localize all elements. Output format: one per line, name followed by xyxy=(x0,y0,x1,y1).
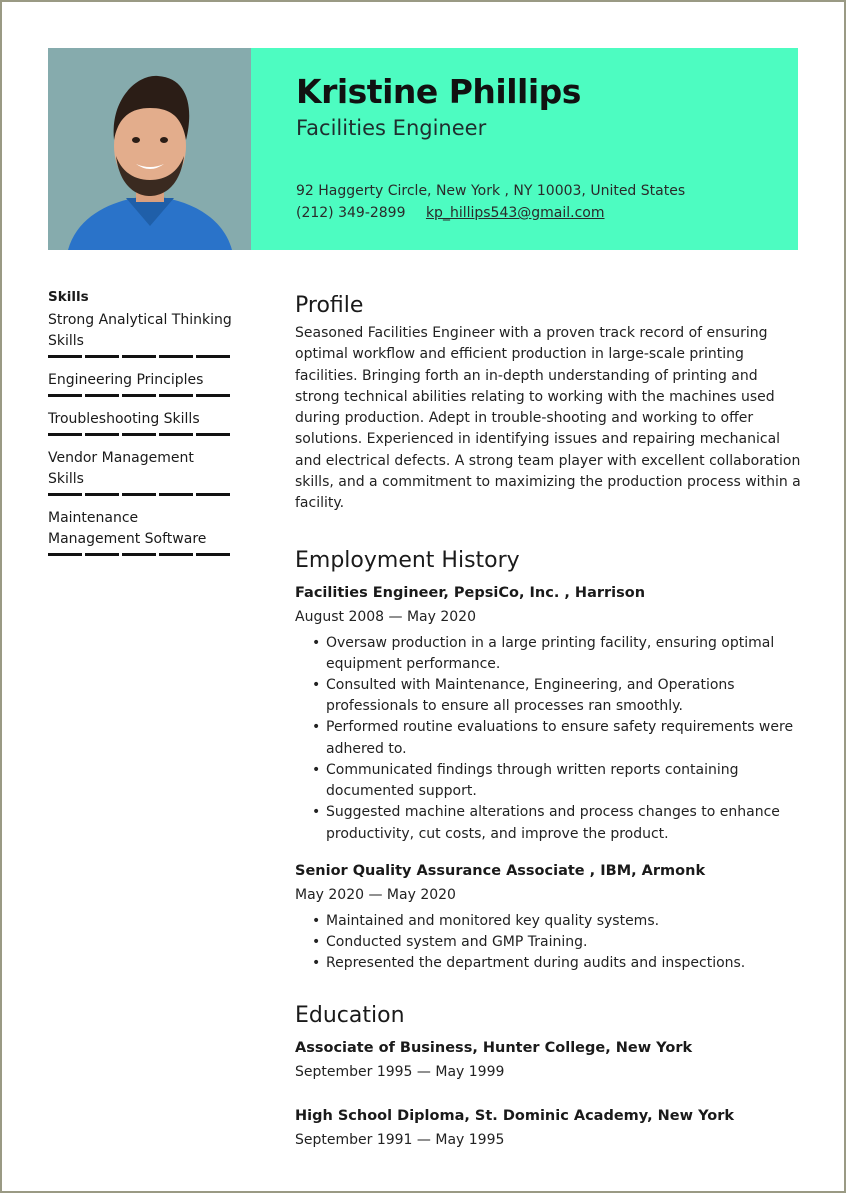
skill-level-segment xyxy=(48,553,82,556)
skill-level-segment xyxy=(48,433,82,436)
jobs-list xyxy=(295,581,801,975)
job-bullet: • Suggested machine alterations and process changes to enhance productivity, cut costs, and improve the product. xyxy=(326,802,801,844)
skill-level-segment xyxy=(122,493,156,496)
skill-level-segment xyxy=(122,433,156,436)
main-content xyxy=(295,290,801,1152)
skill-item xyxy=(48,310,232,358)
skill-level-bar xyxy=(48,433,232,436)
skill-level-bar xyxy=(48,493,232,496)
skill-level-bar xyxy=(48,394,232,397)
skill-level-segment xyxy=(122,355,156,358)
skill-level-segment xyxy=(196,433,230,436)
skill-level-segment xyxy=(122,553,156,556)
phone: (212) 349-2899 xyxy=(296,205,406,221)
skill-level-segment xyxy=(159,493,193,496)
email-link[interactable]: kp_hillips543@gmail.com xyxy=(425,205,605,221)
job-bullet: • Maintained and monitored key quality systems. xyxy=(326,911,801,932)
skill-level-bar xyxy=(48,355,232,358)
skill-level-segment xyxy=(85,493,119,496)
skill-level-segment xyxy=(85,355,119,358)
job-title: Senior Quality Assurance Associate , IBM, Armonk xyxy=(295,862,706,879)
job-bullets xyxy=(295,911,801,975)
address: 92 Haggerty Circle, New York , NY 10003, United States xyxy=(296,183,686,199)
job-title: Facilities Engineer, PepsiCo, Inc. , Harrison xyxy=(295,584,646,601)
skill-item xyxy=(48,448,232,496)
job-bullet: • Performed routine evaluations to ensure safety requirements were adhered to. xyxy=(326,717,801,759)
education-dates: September 1995 — May 1999 xyxy=(295,1064,505,1081)
skill-name: Strong Analytical Thinking Skills xyxy=(48,312,232,349)
job-bullet: • Consulted with Maintenance, Engineering, and Operations professionals to ensure all processes ran smoothly. xyxy=(326,675,801,717)
skill-name: Maintenance Management Software xyxy=(48,510,207,547)
skill-level-bar xyxy=(48,553,232,556)
skill-level-segment xyxy=(196,493,230,496)
skill-level-segment xyxy=(196,355,230,358)
education-title: High School Diploma, St. Dominic Academy, New York xyxy=(295,1108,735,1125)
skill-level-segment xyxy=(196,394,230,397)
candidate-job-title: Facilities Engineer xyxy=(296,116,487,140)
skills-sidebar xyxy=(48,289,232,568)
profile-heading: Profile xyxy=(295,293,364,318)
skill-item xyxy=(48,409,232,436)
education-list xyxy=(295,1036,801,1152)
resume-header xyxy=(48,48,798,250)
skill-level-segment xyxy=(85,553,119,556)
skills-heading: Skills xyxy=(48,289,89,305)
skill-level-segment xyxy=(159,355,193,358)
skill-item xyxy=(48,508,232,556)
skill-level-segment xyxy=(48,355,82,358)
job-bullet: • Conducted system and GMP Training. xyxy=(326,932,801,953)
skill-level-segment xyxy=(85,433,119,436)
skill-level-segment xyxy=(159,553,193,556)
skill-level-segment xyxy=(85,394,119,397)
job-dates: May 2020 — May 2020 xyxy=(295,886,456,903)
education-entry xyxy=(295,1104,801,1152)
skill-level-segment xyxy=(159,433,193,436)
job-bullet: • Oversaw production in a large printing facility, ensuring optimal equipment performance. xyxy=(326,633,801,675)
job-bullet: • Communicated findings through written reports containing documented support. xyxy=(326,760,801,802)
job-entry xyxy=(295,859,801,975)
education-dates: September 1991 — May 1995 xyxy=(295,1132,505,1149)
skills-list xyxy=(48,310,232,556)
job-bullet: • Represented the department during audits and inspections. xyxy=(326,953,801,974)
education-title: Associate of Business, Hunter College, New York xyxy=(295,1040,693,1057)
job-entry xyxy=(295,581,801,845)
skill-name: Troubleshooting Skills xyxy=(48,411,200,427)
skill-level-segment xyxy=(196,553,230,556)
candidate-name: Kristine Phillips xyxy=(296,72,581,111)
skill-name: Engineering Principles xyxy=(48,372,204,388)
skill-level-segment xyxy=(48,394,82,397)
skill-level-segment xyxy=(48,493,82,496)
skill-level-segment xyxy=(122,394,156,397)
profile-summary: Seasoned Facilities Engineer with a proven track record of ensuring optimal workflow and efficient production in large-scale printing facilities. Bringing forth an in-depth understanding of printing and strong technical abilities relating to working with the machines used during production. Adept in trouble-shooting and working to offer solutions. Experienced in identifying issues and repairing mechanical and electrical defects. A strong team player with excellent collaboration skills, and a commitment to maximizing the production process within a facility. xyxy=(295,325,801,512)
contact-line xyxy=(296,205,605,221)
employment-heading: Employment History xyxy=(295,547,520,573)
job-dates: August 2008 — May 2020 xyxy=(295,608,476,625)
job-bullets xyxy=(295,633,801,845)
skill-level-segment xyxy=(159,394,193,397)
skill-name: Vendor Management Skills xyxy=(48,450,194,487)
education-heading: Education xyxy=(295,1003,405,1029)
profile-photo xyxy=(48,48,251,250)
education-entry xyxy=(295,1036,801,1084)
skill-item xyxy=(48,370,232,397)
